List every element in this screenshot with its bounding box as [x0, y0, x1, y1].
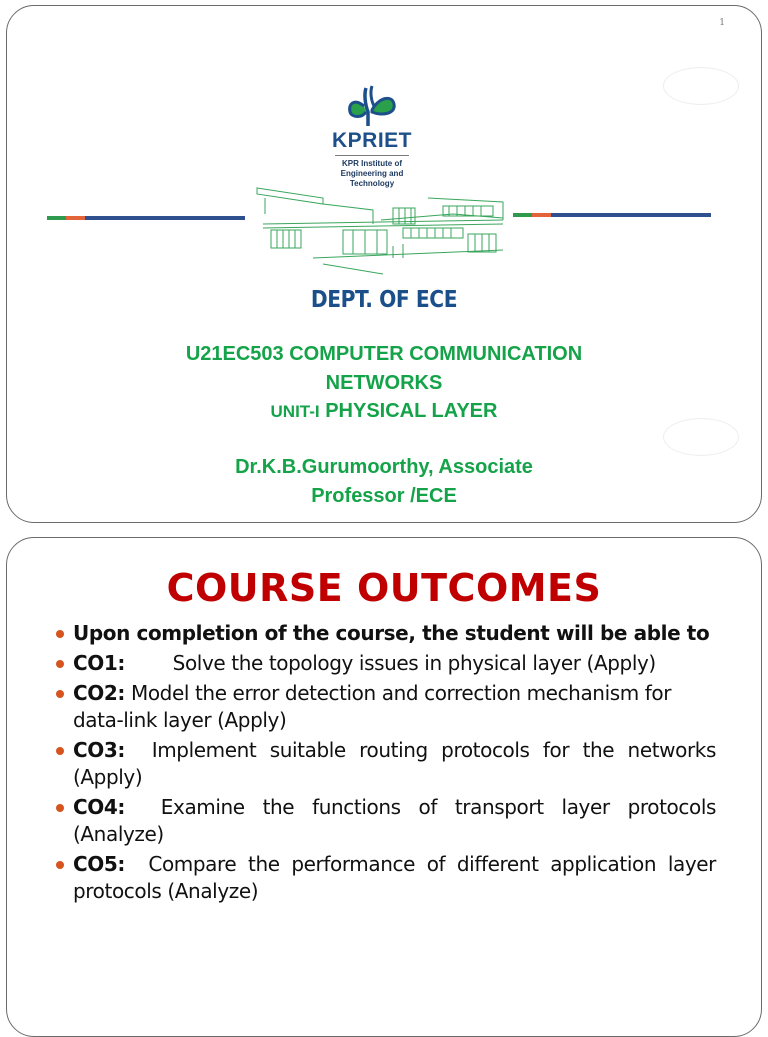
bullet-icon: [56, 804, 64, 812]
kpriet-emblem-icon: [346, 84, 398, 126]
logo-subtitle-1: KPR Institute of: [342, 159, 402, 168]
outcome-text: Compare the performance of different application layer protocols (Analyze): [73, 852, 716, 903]
course-title-line-2: NETWORKS: [325, 371, 443, 394]
course-outcomes-list: [56, 620, 716, 908]
author-line-2: Professor /ECE: [311, 484, 457, 507]
bullet-icon: [56, 690, 64, 698]
page-number: 1: [719, 18, 725, 28]
outcome-item: [56, 794, 716, 848]
course-outcomes-title: COURSE OUTCOMES: [166, 566, 602, 610]
logo-underline: [335, 155, 409, 156]
course-title-line-1: U21EC503 COMPUTER COMMUNICATION: [185, 343, 583, 365]
department-heading: DEPT. OF ECE: [310, 287, 458, 313]
intro-text: Upon completion of the course, the student will be able to: [73, 621, 710, 645]
unit-name: PHYSICAL LAYER: [319, 400, 498, 422]
unit-title: [7, 397, 761, 427]
outcome-code: CO5:: [73, 852, 125, 876]
outcome-item: [56, 680, 716, 734]
course-title: [7, 340, 761, 427]
logo-wordmark: KPRIET: [331, 129, 412, 152]
unit-prefix: UNIT-I: [270, 402, 320, 421]
author-line-1: Dr.K.B.Gurumoorthy, Associate: [235, 456, 533, 478]
outcome-code: CO1:: [73, 651, 125, 675]
kpriet-logo: [307, 84, 437, 189]
bullet-icon: [56, 861, 64, 869]
outcome-text: Model the error detection and correction mechanism for data-link layer (Apply): [73, 681, 672, 732]
author-credit: [7, 453, 761, 510]
outcome-item: [56, 851, 716, 905]
decorative-oval: [663, 67, 739, 105]
campus-building-illustration: [253, 184, 511, 276]
outcome-item: [56, 737, 716, 791]
outcome-code: CO3:: [73, 738, 125, 762]
bullet-icon: [56, 660, 64, 668]
logo-subtitle-2: Engineering and: [340, 169, 404, 178]
logo-subtitle-3: Technology: [349, 179, 395, 188]
bullet-icon: [56, 747, 64, 755]
outcome-item: [56, 650, 716, 677]
left-divider-rule: [47, 216, 245, 220]
title-slide: [6, 5, 762, 523]
bullet-icon: [56, 630, 64, 638]
outcome-text: Examine the functions of transport layer protocols (Analyze): [73, 795, 716, 846]
outcome-text: Implement suitable routing protocols for the networks (Apply): [73, 738, 716, 789]
outcome-text: Solve the topology issues in physical layer (Apply): [172, 651, 656, 675]
outcome-code: CO2:: [73, 681, 125, 705]
right-divider-rule: [513, 213, 711, 217]
intro-bullet: [56, 620, 716, 647]
outcome-code: CO4:: [73, 795, 125, 819]
